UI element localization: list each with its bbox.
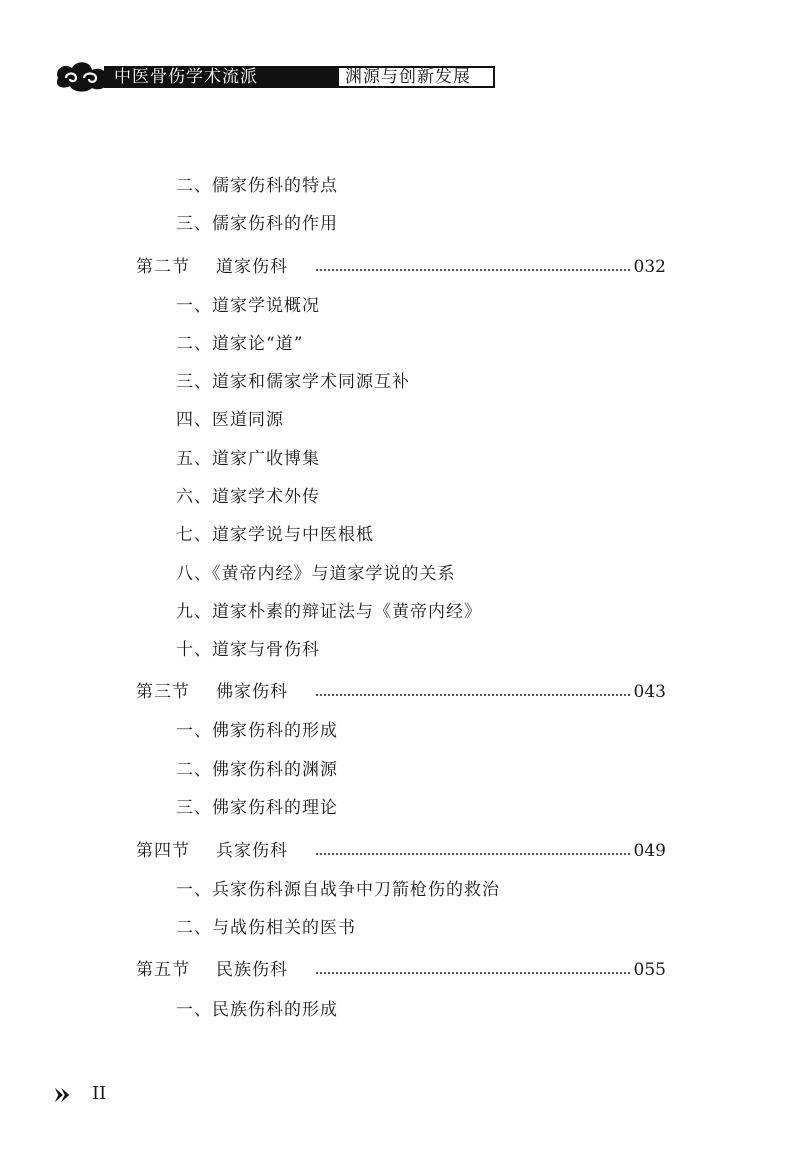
dot-leader bbox=[316, 853, 630, 855]
section-page: 049 bbox=[633, 841, 666, 861]
section-number: 第五节 bbox=[136, 960, 190, 980]
section-number: 第四节 bbox=[136, 841, 190, 861]
toc-subitem[interactable]: 七、道家学说与中医根柢 bbox=[176, 525, 374, 545]
toc-section[interactable] bbox=[136, 960, 666, 982]
section-title: 民族伤科 bbox=[216, 960, 288, 980]
dot-leader bbox=[316, 269, 630, 271]
toc-subitem[interactable]: 八、《黄帝内经》与道家学说的关系 bbox=[176, 564, 456, 584]
toc-subitem[interactable]: 五、道家广收博集 bbox=[176, 449, 320, 469]
toc-subitem[interactable]: 一、兵家伤科源自战争中刀箭枪伤的救治 bbox=[176, 880, 500, 900]
toc-subitem[interactable]: 三、儒家伤科的作用 bbox=[176, 214, 338, 234]
toc-subitem[interactable]: 六、道家学术外传 bbox=[176, 487, 320, 507]
section-title: 兵家伤科 bbox=[216, 841, 288, 861]
toc-subitem[interactable]: 四、医道同源 bbox=[176, 410, 284, 430]
arrow-right-icon bbox=[52, 1085, 72, 1105]
toc-section[interactable] bbox=[136, 257, 666, 279]
toc-subitem[interactable]: 二、与战伤相关的医书 bbox=[176, 918, 356, 938]
toc-section[interactable] bbox=[136, 841, 666, 863]
toc-subitem[interactable]: 二、佛家伤科的渊源 bbox=[176, 760, 338, 780]
toc-subitem[interactable]: 十、道家与骨伤科 bbox=[176, 640, 320, 660]
section-title: 道家伤科 bbox=[216, 257, 288, 277]
section-page: 032 bbox=[633, 257, 666, 277]
page-number: II bbox=[92, 1083, 107, 1104]
toc-subitem[interactable]: 一、民族伤科的形成 bbox=[176, 1000, 338, 1020]
toc-subitem[interactable]: 一、道家学说概况 bbox=[176, 296, 320, 316]
section-page: 055 bbox=[633, 960, 666, 980]
toc-subitem[interactable]: 三、佛家伤科的理论 bbox=[176, 798, 338, 818]
dot-leader bbox=[316, 694, 630, 696]
header-title-primary: 中医骨伤学术流派 bbox=[104, 66, 354, 88]
toc-subitem[interactable]: 一、佛家伤科的形成 bbox=[176, 721, 338, 741]
section-number: 第三节 bbox=[136, 682, 190, 702]
section-title: 佛家伤科 bbox=[216, 682, 288, 702]
dot-leader bbox=[316, 972, 630, 974]
toc-subitem[interactable]: 二、儒家伤科的特点 bbox=[176, 176, 338, 196]
toc-subitem[interactable]: 二、道家论“道” bbox=[176, 334, 304, 354]
toc-subitem[interactable]: 九、道家朴素的辩证法与《黄帝内经》 bbox=[176, 602, 482, 622]
header-title-secondary: 渊源与创新发展 bbox=[337, 66, 495, 88]
toc-subitem[interactable]: 三、道家和儒家学术同源互补 bbox=[176, 372, 410, 392]
toc-section[interactable] bbox=[136, 682, 666, 704]
section-page: 043 bbox=[633, 682, 666, 702]
section-number: 第二节 bbox=[136, 257, 190, 277]
